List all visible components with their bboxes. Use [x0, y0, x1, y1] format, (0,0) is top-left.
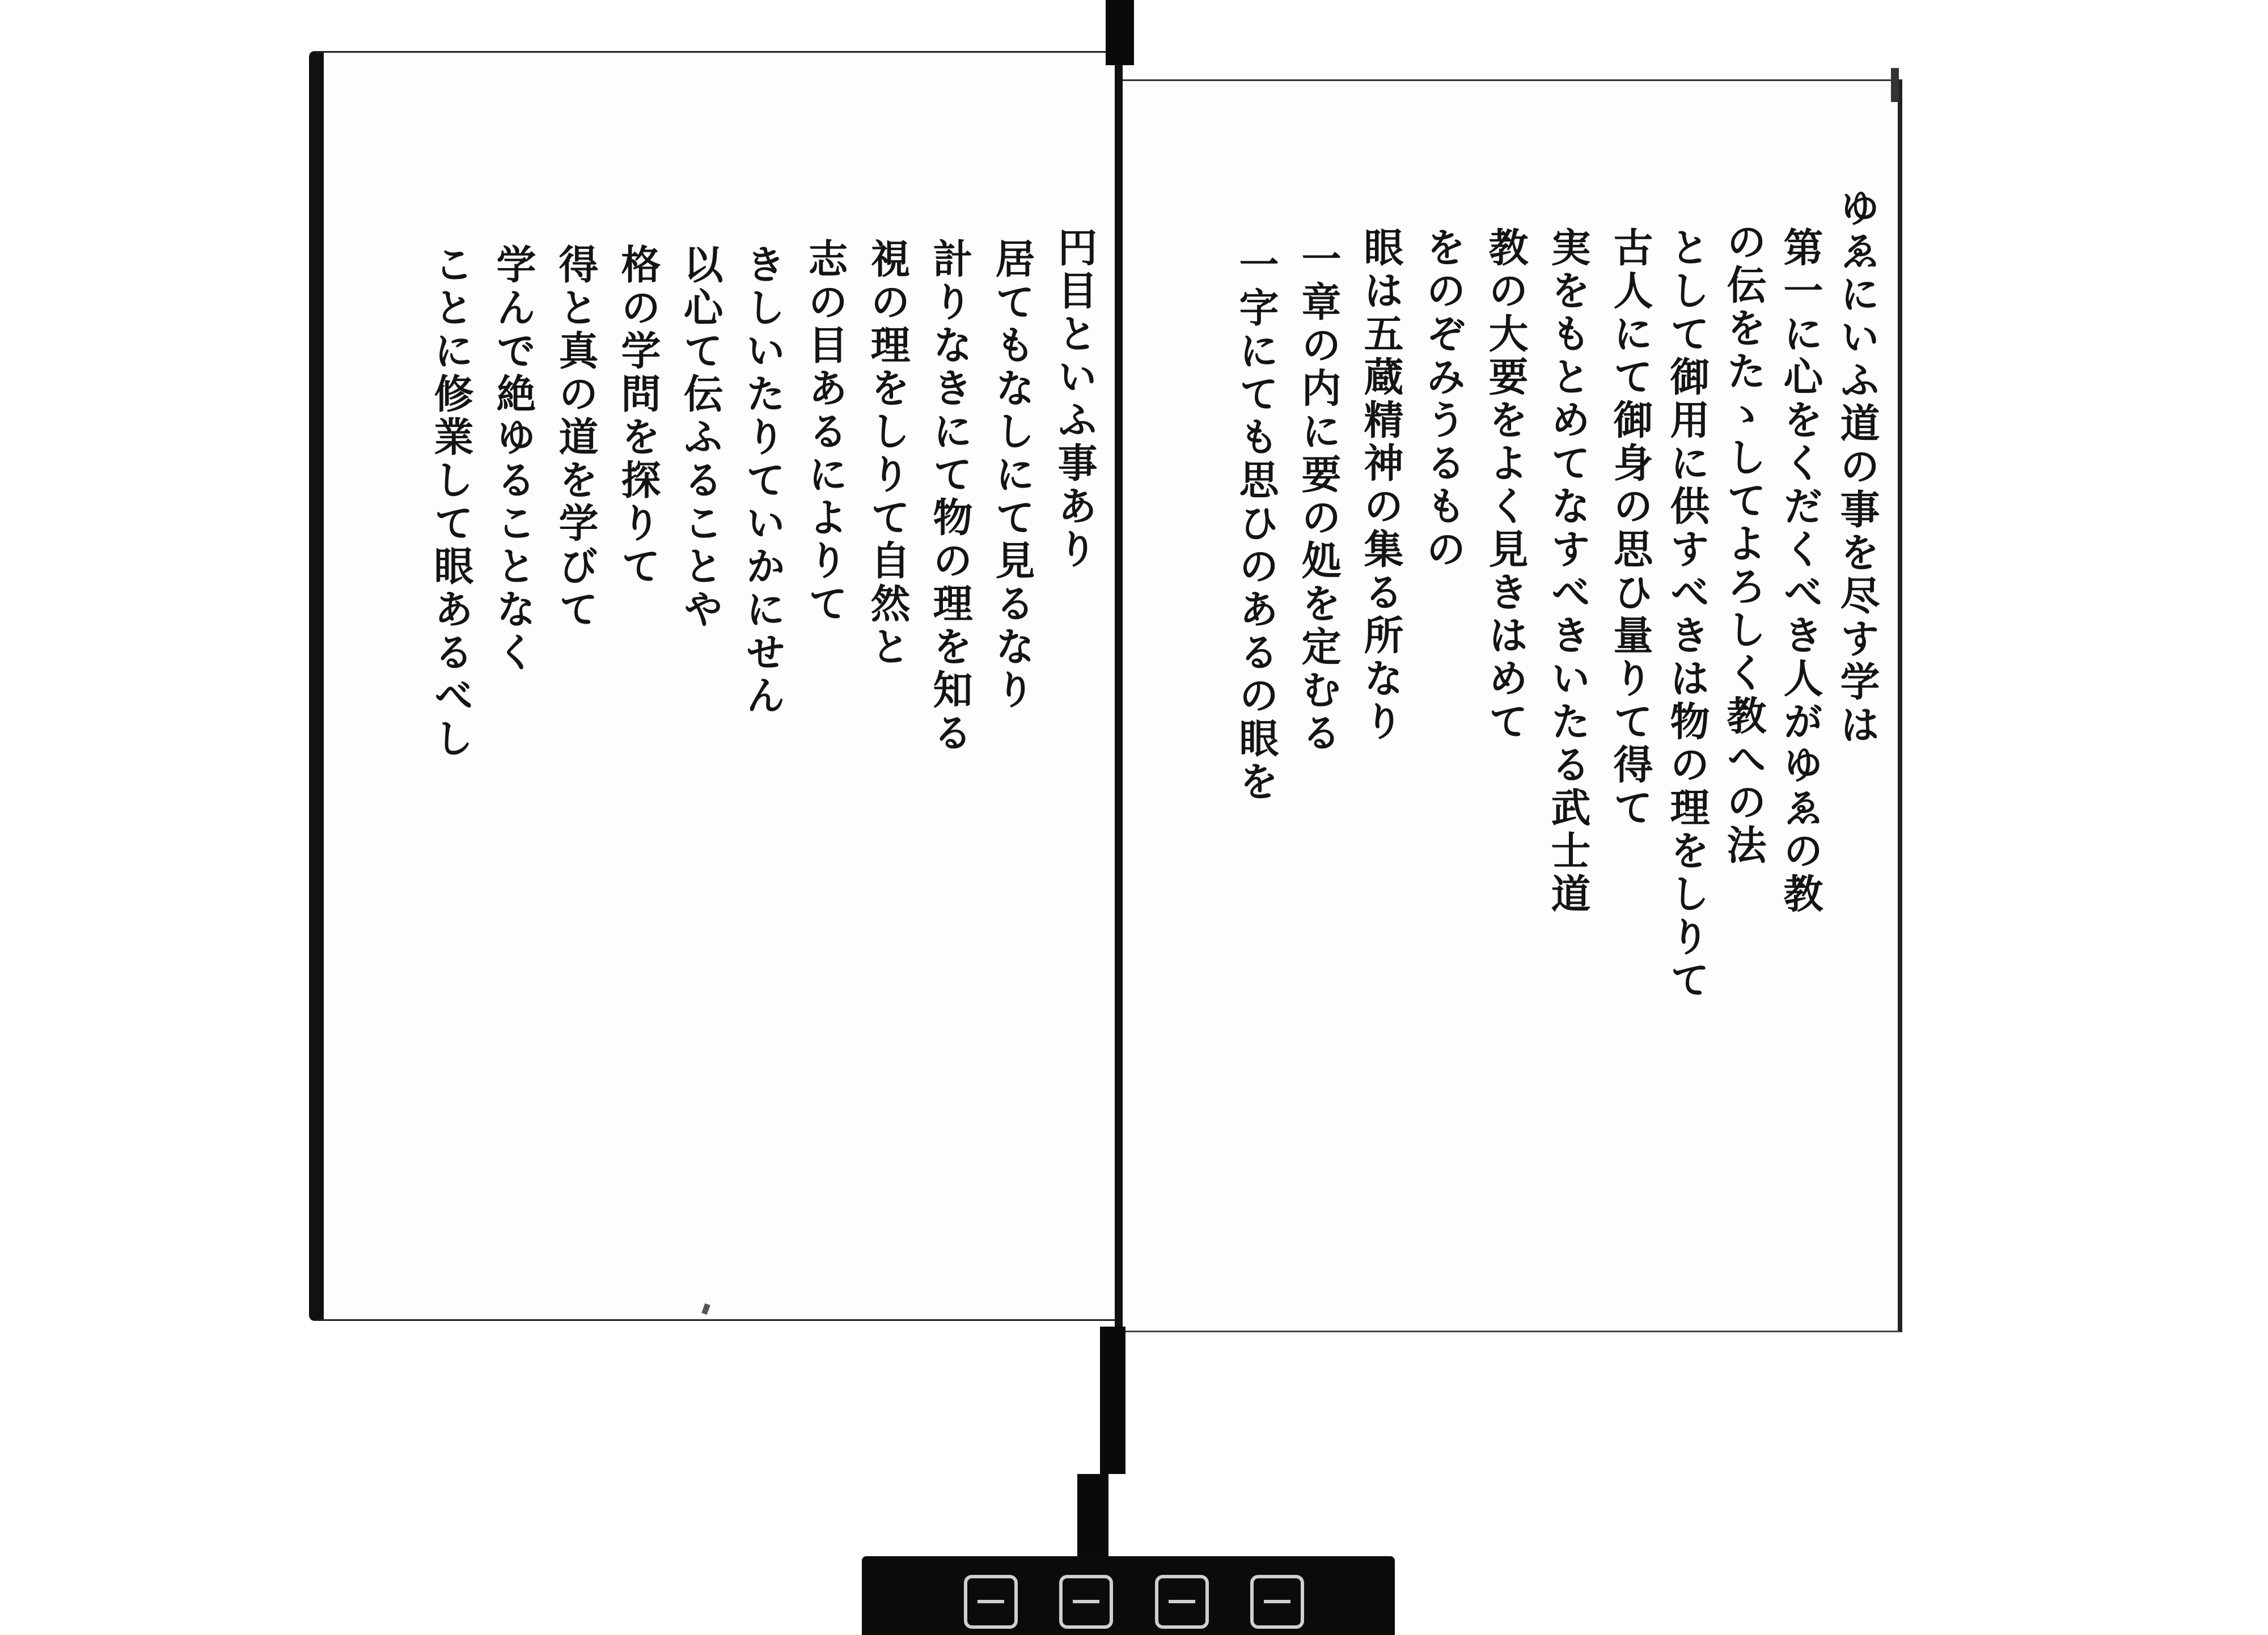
- left-column-3: 計りなきにて物の理を知る: [926, 238, 974, 755]
- left-column-10: 学んで絶ゆることなく: [490, 244, 537, 675]
- right-column-5: 古人にて御身の思ひ量りて得て: [1607, 227, 1654, 830]
- stamp-digit-icon: [1155, 1575, 1209, 1629]
- right-column-11: 一字にても思ひのあるの眼を: [1233, 244, 1280, 804]
- left-column-2: 居てもなしにて見るなり: [989, 238, 1036, 712]
- right-column-7: 教の大要をよく見きはめて: [1482, 227, 1529, 744]
- gutter-mid-shadow: [1100, 1327, 1125, 1474]
- right-column-6: 実をもとめてなすべきいたる武士道: [1545, 227, 1592, 916]
- right-column-10: 一章の内に要の処を定むる: [1295, 238, 1342, 755]
- right-column-8: をのぞみうるもの: [1420, 227, 1467, 571]
- stamp-digit-icon: [964, 1575, 1018, 1629]
- page-corner-mark: [1891, 68, 1899, 102]
- left-column-9: 得と真の道を学びて: [552, 244, 599, 632]
- left-column-5: 志の目あるによりて: [802, 238, 849, 626]
- book-gutter: [1115, 0, 1123, 1474]
- right-column-3: の伝をたゝしてよろしく教への法: [1720, 221, 1767, 867]
- right-column-9: 眼は五蔵精神の集る所なり: [1357, 227, 1404, 744]
- left-column-1: 円目といふ事あり: [1051, 227, 1098, 571]
- left-column-7: 以心て伝ふることや: [677, 244, 724, 632]
- left-column-6: きしいたりていかにせん: [739, 244, 786, 718]
- left-column-11: ことに修業して眼あるべし: [428, 244, 475, 761]
- right-column-4: として御用に供すべきは物の理をしりて: [1664, 227, 1711, 1002]
- gutter-top-shadow: [1106, 0, 1134, 65]
- stamp-digit-icon: [1250, 1575, 1304, 1629]
- stamp-digit-icon: [1059, 1575, 1113, 1629]
- left-column-4: 視の理をしりて自然と: [864, 238, 911, 669]
- right-column-2: 第一に心をくだくべき人がゆゑの教: [1777, 227, 1824, 916]
- left-column-8: 格の学問を探りて: [615, 244, 662, 588]
- right-column-1: ゆゑにいふ道の事を尽す学は: [1834, 187, 1881, 747]
- stamp-digits: [964, 1573, 1304, 1630]
